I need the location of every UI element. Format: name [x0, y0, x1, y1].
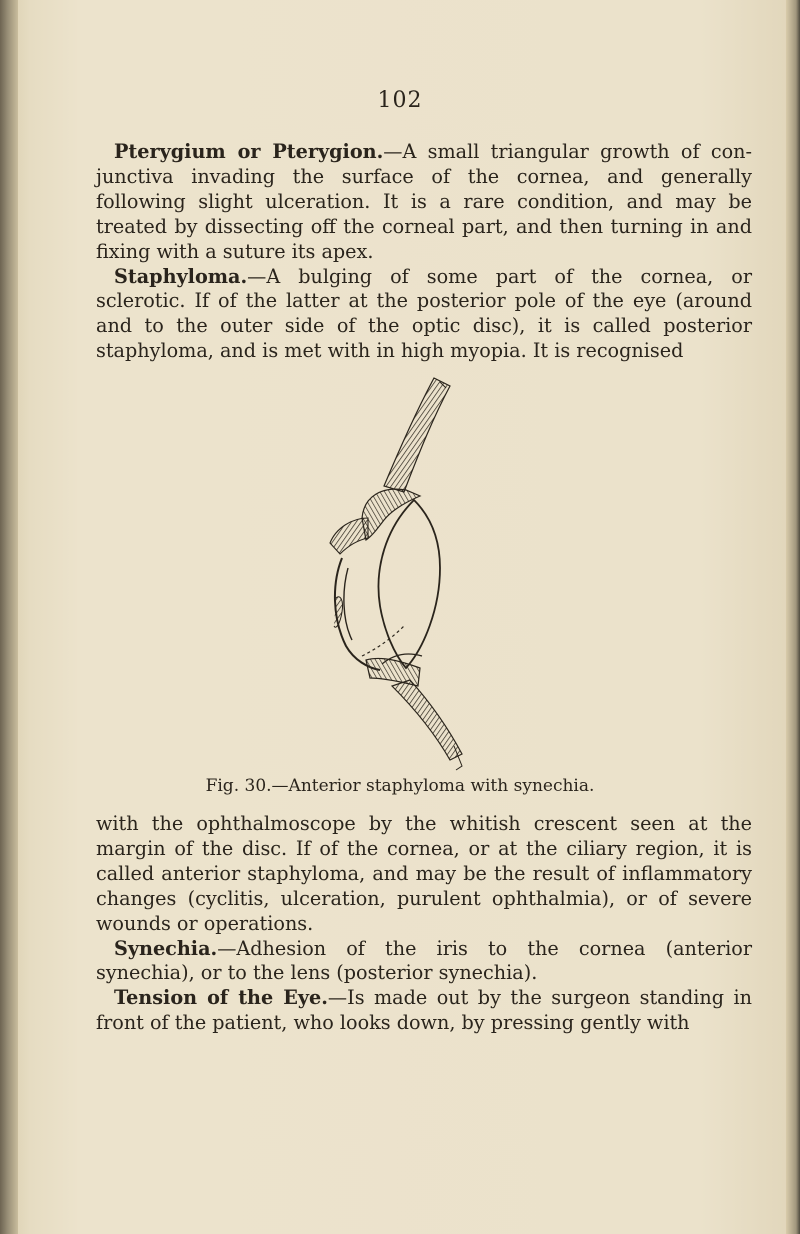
paragraph-continuation [96, 812, 752, 937]
text-block-top [96, 140, 752, 364]
paragraph-pterygium [96, 140, 752, 265]
paragraph-continuation-text: with the ophthalmoscope by the whitish crescent seen at the margin of the disc. If of the cornea, or at the ciliary region, it is called anterior staphyloma, and may be the result of inflammatory changes (cyclitis, ulceration, purulent ophthalmia), or of severe wounds or operations. [96, 812, 752, 935]
paragraph-staphyloma-text: —A bulging of some part of the cornea, or sclerotic. If of the latter at the posterior pole of the eye (around and to the outer side of the optic disc), it is called posterior staphyloma, and is met with in high myopia. It is recognised [96, 264, 752, 363]
text-block-bottom [96, 812, 752, 1036]
page-edge-shadow [786, 0, 800, 1234]
figure-caption: Fig. 30.—Anterior staphyloma with synechia. [205, 776, 595, 796]
paragraph-synechia-text: —Adhesion of the iris to the cornea (anterior synechia), or to the lens (posterior synechia). [96, 936, 752, 985]
page-binding-shadow [0, 0, 18, 1234]
paragraph-tension-text: —Is made out by the surgeon standing in front of the patient, who looks down, by pressing gently with [96, 986, 752, 1035]
paragraph-staphyloma [96, 265, 752, 365]
term-staphyloma: Staphyloma. [114, 264, 248, 288]
paragraph-tension [96, 986, 752, 1036]
paragraph-pterygium-text: —A small triangular growth of conjunctiva invading the surface of the cornea, and generally following slight ulceration. It is a rare condition, and may be treated by dissecting off the corneal part, and then turning in and fixing with a suture its apex. [96, 140, 753, 263]
paragraph-synechia [96, 937, 752, 987]
term-synechia: Synechia. [114, 936, 218, 960]
term-tension-of-the-eye: Tension of the Eye. [114, 986, 328, 1010]
anterior-staphyloma-illustration [322, 368, 502, 773]
term-pterygium: Pterygium or Pterygion. [114, 140, 384, 163]
page-number: 102 [377, 88, 423, 113]
